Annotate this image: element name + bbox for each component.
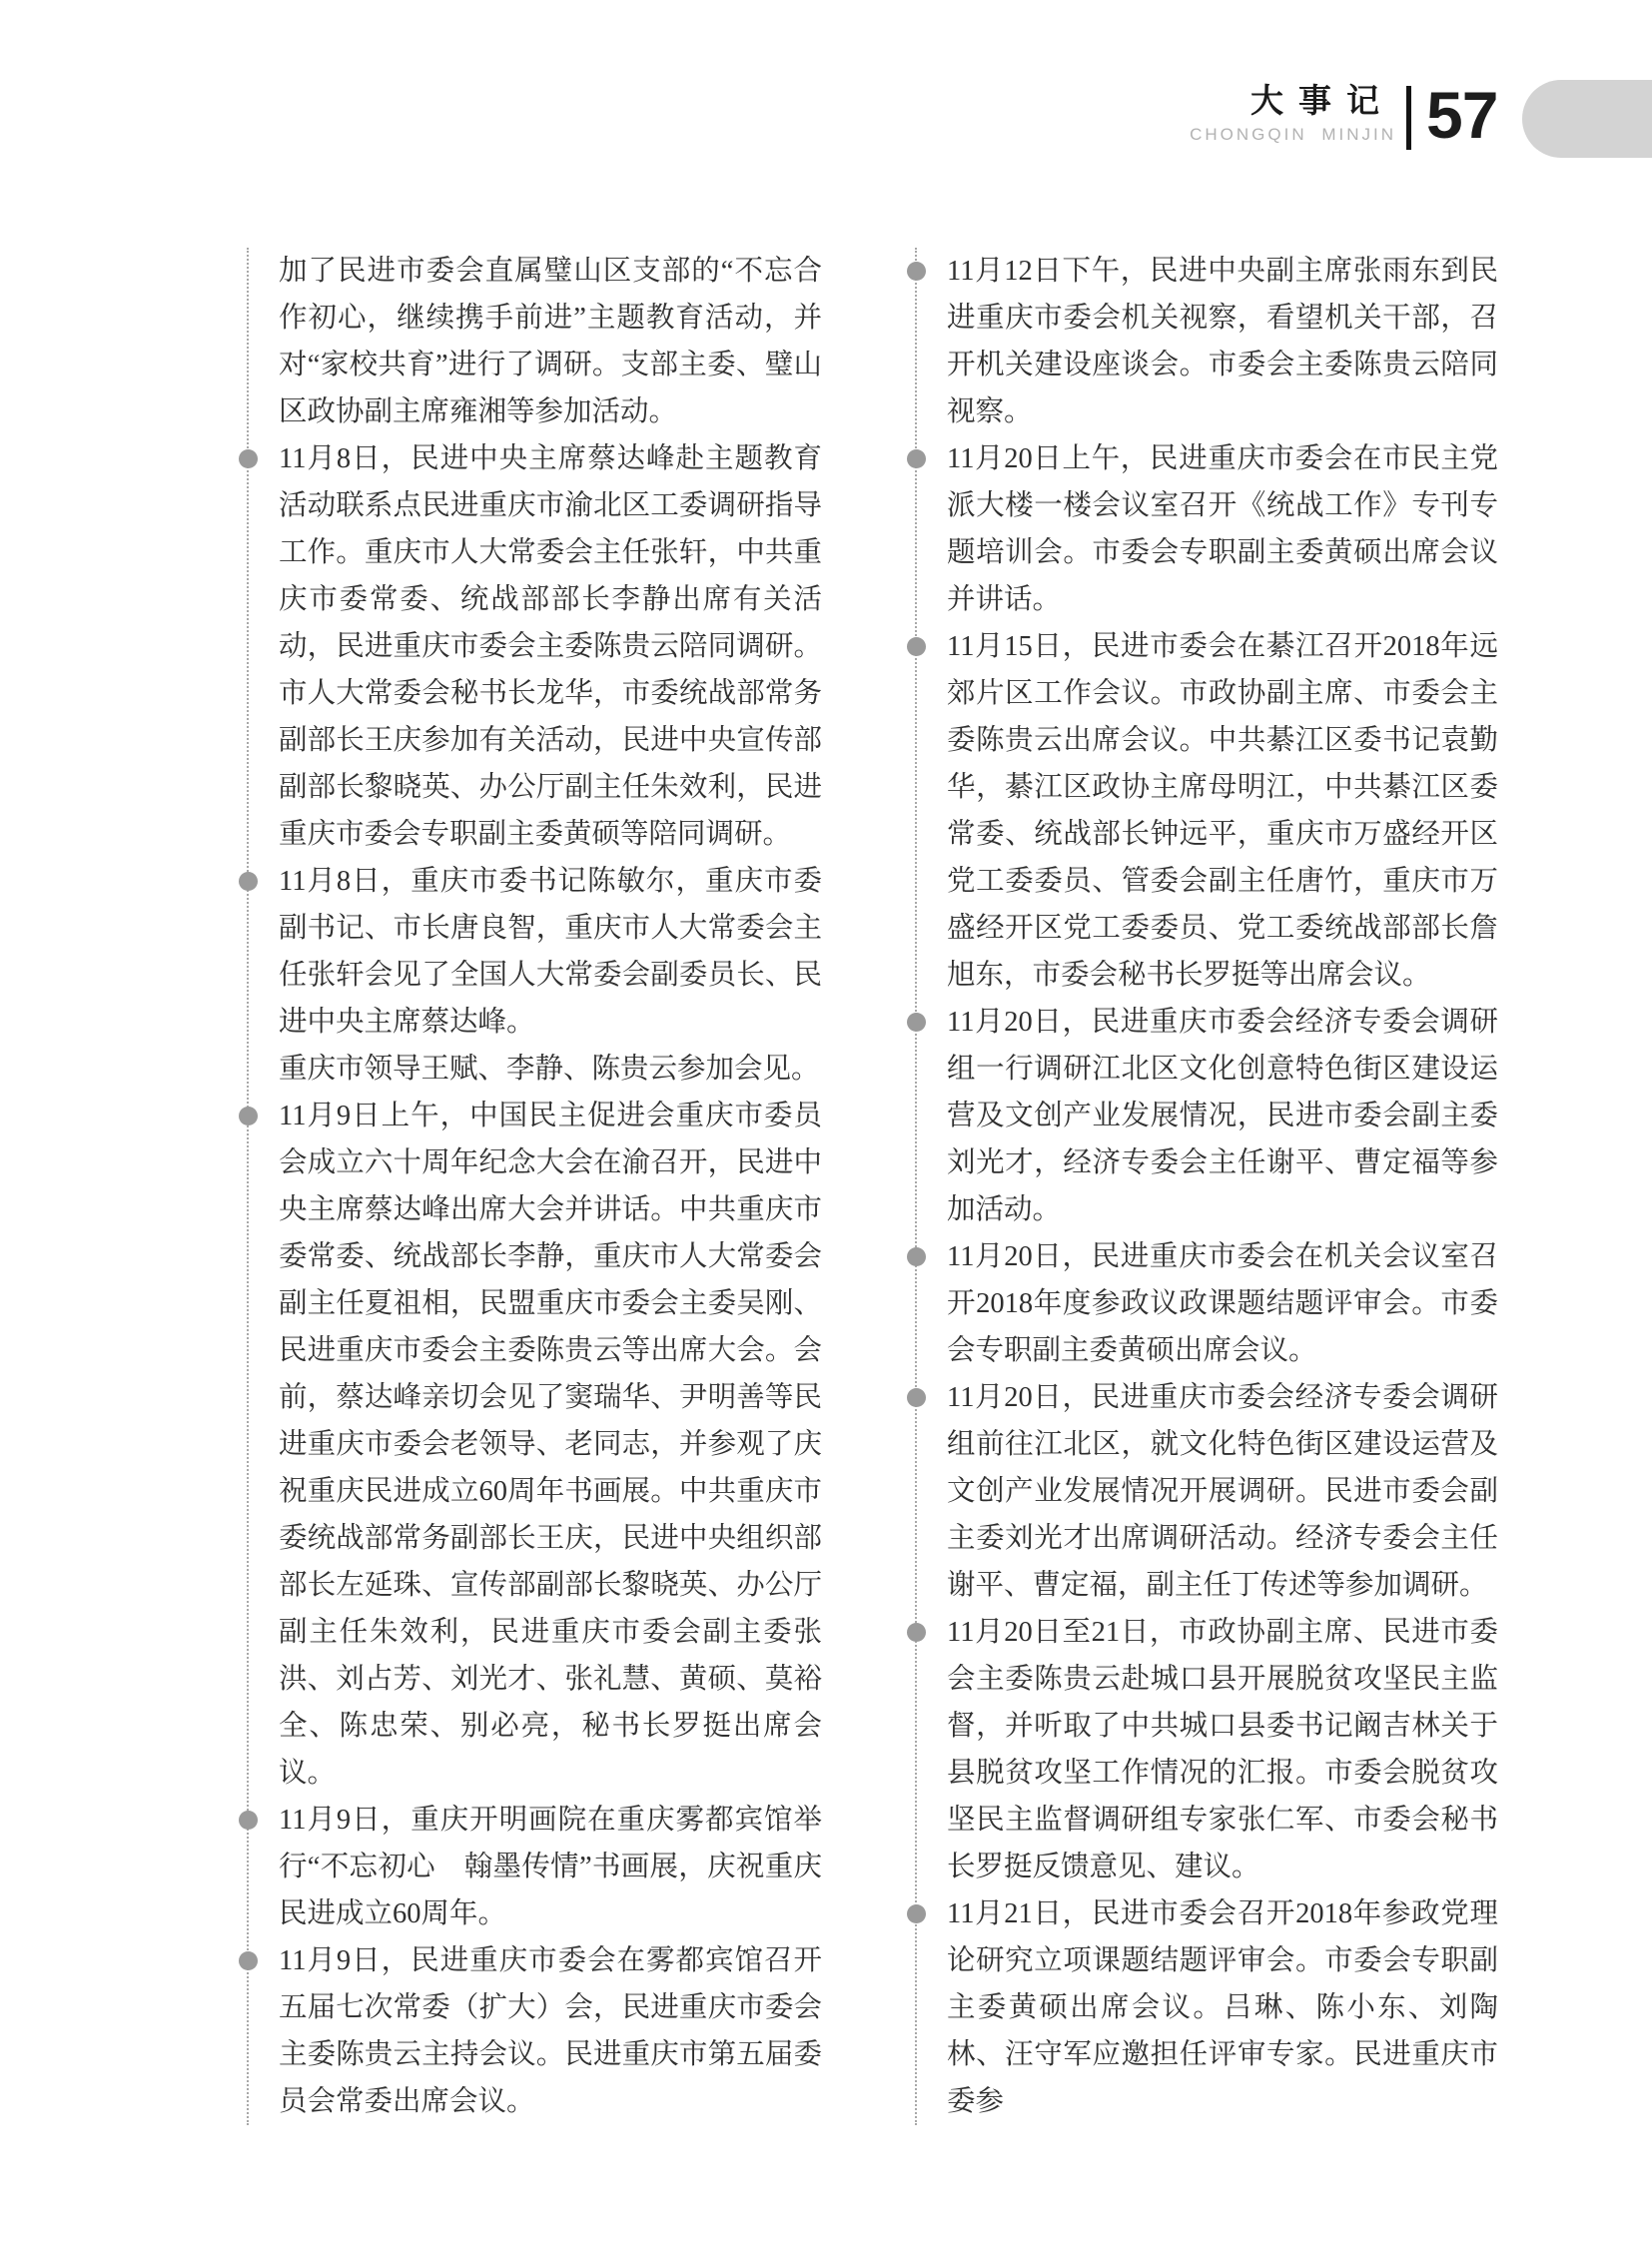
entry-text: 11月20日，民进重庆市委会经济专委会调研组前往江北区，就文化特色街区建设运营及文创产业发展情况开展调研。民进市委会副主委刘光才出席调研活动。经济专委会主任谢平、曹定福，副主任丁传述等参加调研。 [947,1382,1498,1601]
left-column [247,248,822,2125]
entry-text: 11月9日上午，中国民主促进会重庆市委员会成立六十周年纪念大会在渝召开，民进中央主席蔡达峰出席大会并讲话。中共重庆市委常委、统战部长李静，重庆市人大常委会副主任夏祖相，民盟重庆市委会主委吴刚、民进重庆市委会主委陈贵云等出席大会。会前，蔡达峰亲切会见了窦瑞华、尹明善等民进重庆市委会老领导、老同志，并参观了庆祝重庆民进成立60周年书画展。中共重庆市委统战部常务副部长王庆，民进中央组织部部长左延珠、宣传部副部长黎晓英、办公厅副主任朱效利，民进重庆市委会副主委张洪、刘占芳、刘光才、张礼慧、黄硕、莫裕全、陈忠荣、别必亮，秘书长罗挺出席会议。 [279,1101,822,1789]
entry-text: 11月12日下午，民进中央副主席张雨东到民进重庆市委会机关视察，看望机关干部，召开机关建设座谈会。市委会主委陈贵云陪同视察。 [947,256,1498,427]
entry-text: 11月9日，民进重庆市委会在雾都宾馆召开五届七次常委（扩大）会，民进重庆市委会主委陈贵云主持会议。民进重庆市第五届委员会常委出席会议。 [279,1945,822,2117]
event-entry [947,623,1498,999]
page-title-pinyin: CHONGQIN MINJIN [1190,125,1396,144]
bullet-icon [907,1013,926,1032]
event-entry [279,1937,822,2125]
bullet-icon [907,1623,926,1642]
bullet-icon [907,262,926,281]
right-column [915,248,1498,2125]
entry-text: 11月8日，重庆市委书记陈敏尔，重庆市委副书记、市长唐良智，重庆市人大常委会主任张轩会见了全国人大常委会副委员长、民进中央主席蔡达峰。 [279,866,822,1038]
bullet-icon [907,1904,926,1923]
bullet-icon [239,1107,258,1125]
event-entry [947,1233,1498,1374]
bullet-icon [239,449,258,468]
header-divider [1406,86,1411,150]
event-entry [947,248,1498,435]
entry-text: 11月20日至21日，市政协副主席、民进市委会主委陈贵云赴城口县开展脱贫攻坚民主监督，并听取了中共城口县委书记阚吉林关于县脱贫攻坚工作情况的汇报。市委会脱贫攻坚民主监督调研组专家张仁军、市委会秘书长罗挺反馈意见、建议。 [947,1617,1498,1882]
event-entry [947,999,1498,1233]
event-entry [279,248,822,435]
entry-text: 加了民进市委会直属璧山区支部的“不忘合作初心，继续携手前进”主题教育活动，并对“家校共育”进行了调研。支部主委、璧山区政协副主席雍湘等参加活动。 [279,256,822,427]
event-entry [947,1374,1498,1609]
event-entry [947,435,1498,623]
bullet-icon [239,872,258,891]
bullet-icon [907,449,926,468]
bullet-icon [907,637,926,656]
bullet-icon [907,1247,926,1266]
event-entry [279,1797,822,1937]
event-entry [279,1093,822,1797]
event-entry [947,1890,1498,2125]
entry-text: 11月20日，民进重庆市委会在机关会议室召开2018年度参政议政课题结题评审会。市委会专职副主委黄硕出席会议。 [947,1241,1498,1366]
bullet-icon [907,1388,926,1407]
corner-tab [1522,80,1652,158]
event-entry [279,435,822,858]
event-entry [279,858,822,1093]
entry-text: 11月20日，民进重庆市委会经济专委会调研组一行调研江北区文化创意特色街区建设运营及文创产业发展情况，民进市委会副主委刘光才，经济专委会主任谢平、曹定福等参加活动。 [947,1007,1498,1225]
page-number: 57 [1426,78,1498,152]
entry-text: 11月9日，重庆开明画院在重庆雾都宾馆举行“不忘初心 翰墨传情”书画展，庆祝重庆民进成立60周年。 [279,1805,822,1929]
entry-text: 重庆市领导王赋、李静、陈贵云参加会见。 [279,1054,820,1085]
entry-text: 11月21日，民进市委会召开2018年参政党理论研究立项课题结题评审会。市委会专职副主委黄硕出席会议。吕琳、陈小东、刘陶林、汪守军应邀担任评审专家。民进重庆市委参 [947,1898,1498,2117]
entry-text: 11月8日，民进中央主席蔡达峰赴主题教育活动联系点民进重庆市渝北区工委调研指导工作。重庆市人大常委会主任张轩，中共重庆市委常委、统战部部长李静出席有关活动，民进重庆市委会主委陈贵云陪同调研。市人大常委会秘书长龙华，市委统战部常务副部长王庆参加有关活动，民进中央宣传部副部长黎晓英、办公厅副主任朱效利，民进重庆市委会专职副主委黄硕等陪同调研。 [279,443,822,850]
event-entry [947,1609,1498,1890]
bullet-icon [239,1811,258,1830]
page-title: 大事记 [1250,82,1394,119]
entry-text: 11月15日，民进市委会在綦江召开2018年远郊片区工作会议。市政协副主席、市委会主委陈贵云出席会议。中共綦江区委书记袁勤华，綦江区政协主席母明江，中共綦江区委常委、统战部长钟远平，重庆市万盛经开区党工委委员、管委会副主任唐竹，重庆市万盛经开区党工委委员、党工委统战部部长詹旭东，市委会秘书长罗挺等出席会议。 [947,631,1498,991]
entry-text: 11月20日上午，民进重庆市委会在市民主党派大楼一楼会议室召开《统战工作》专刊专题培训会。市委会专职副主委黄硕出席会议并讲话。 [947,443,1498,615]
bullet-icon [239,1951,258,1970]
